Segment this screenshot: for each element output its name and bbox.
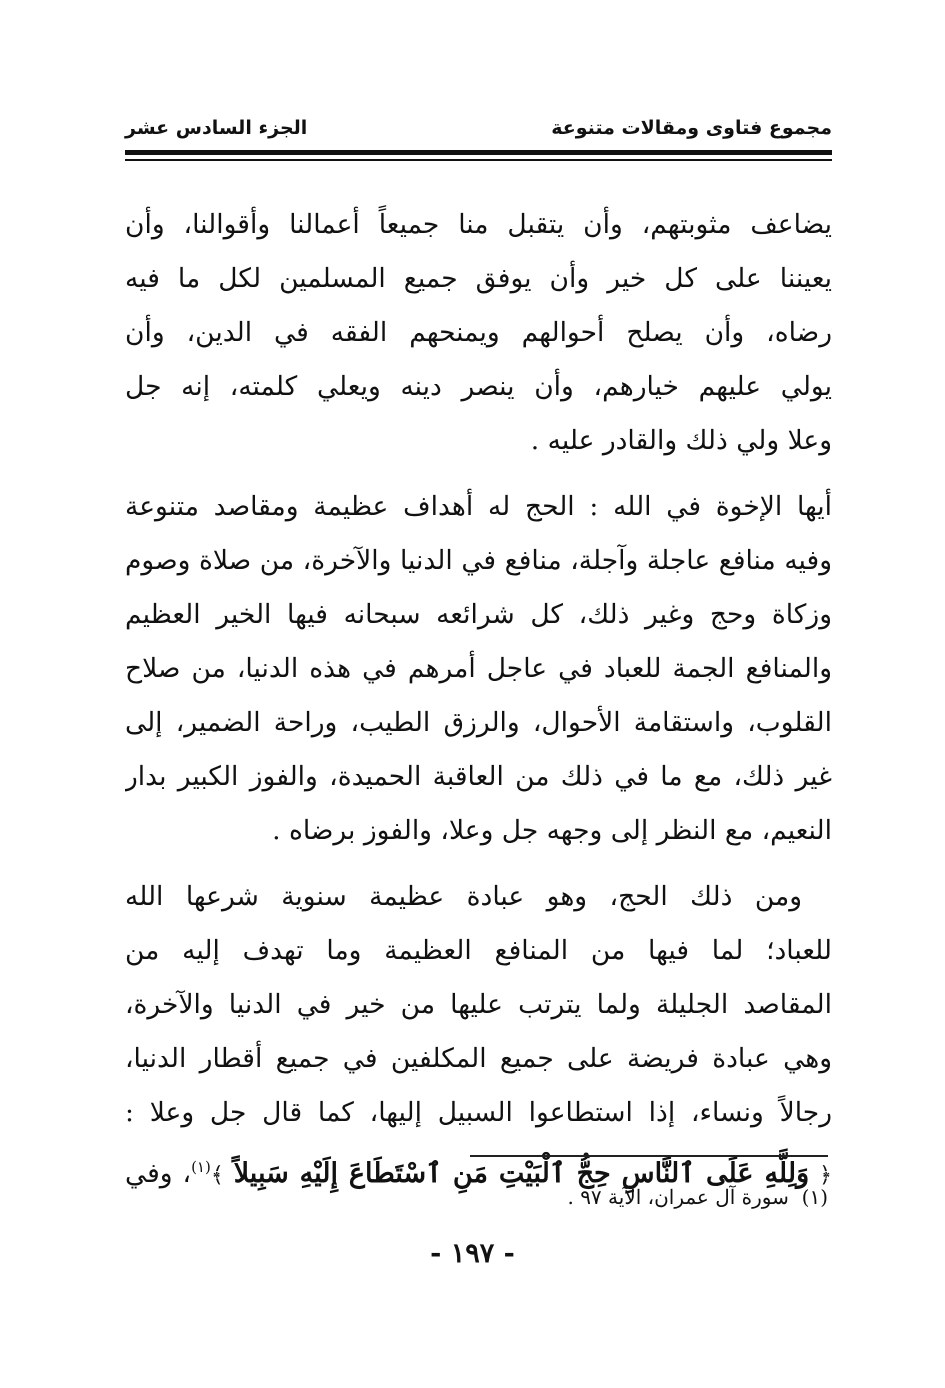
quran-verse: وَلِلَّهِ عَلَى ٱلنَّاسِ حِجُّ ٱلْبَيْتِ مَنِ ٱسْتَطَاعَ إِلَيْهِ سَبِيلاً: [233, 1157, 810, 1189]
running-header: [125, 112, 832, 144]
text-line: يضاعف مثوبتهم، وأن يتقبل منا جميعاً أعمالنا وأقوالنا، وأن: [125, 209, 832, 240]
text-line: وهي عبادة فريضة على جميع المكلفين في جميع أقطار الدنيا،: [125, 1043, 832, 1074]
header-book-title: مجموع فتاوى ومقالات متنوعة: [551, 117, 832, 139]
text-line: المقاصد الجليلة ولما يترتب عليها من خير في الدنيا والآخرة،: [125, 989, 832, 1020]
text-line: للعباد؛ لما فيها من المنافع العظيمة وما تهدف إليه من: [125, 935, 832, 966]
footnote-reference[interactable]: (١): [191, 1158, 211, 1176]
text-line: النعيم، مع النظر إلى وجهه جل وعلا، والفوز برضاه .: [272, 815, 832, 846]
body-text: [125, 198, 832, 1206]
header-rule-thin: [125, 159, 832, 161]
footnote-text: سورة آل عمران، الآية ٩٧ .: [567, 1185, 789, 1209]
paragraph-1: [125, 198, 832, 468]
quran-open-bracket: ﴿: [819, 1162, 832, 1188]
text-line: يعيننا على كل خير وأن يوفق جميع المسلمين لكل ما فيه: [125, 263, 832, 294]
paragraph-3: [125, 870, 832, 1194]
page-number: - ١٩٧ -: [430, 1238, 515, 1269]
paragraph-2: [125, 480, 832, 858]
quran-close-bracket: ﴾: [210, 1162, 224, 1188]
text-line: أيها الإخوة في الله : الحج له أهداف عظيمة ومقاصد متنوعة: [125, 491, 832, 522]
text-line: وفيه منافع عاجلة وآجلة، منافع في الدنيا والآخرة، من صلاة وصوم: [125, 545, 832, 576]
footnote-number: (١): [801, 1185, 828, 1209]
text-line: والمنافع الجمة للعباد في عاجل أمرهم في هذه الدنيا، من صلاح: [125, 653, 832, 684]
text-line: وزكاة وحج وغير ذلك، كل شرائعه سبحانه فيها الخير العظيم: [125, 599, 832, 630]
header-volume: الجزء السادس عشر: [125, 117, 308, 139]
text-line: رضاه، وأن يصلح أحوالهم ويمنحهم الفقه في الدين، وأن: [125, 317, 832, 348]
text-line: رجالاً ونساء، إذا استطاعوا السبيل إليها، كما قال جل وعلا :: [125, 1097, 832, 1128]
footnote-separator: [470, 1155, 828, 1157]
text-line: ومن ذلك الحج، وهو عبادة عظيمة سنوية شرعها الله: [125, 881, 802, 912]
header-rule-thick: [125, 150, 832, 155]
text-line: القلوب، واستقامة الأحوال، والرزق الطيب، وراحة الضمير، إلى: [125, 707, 832, 738]
footnote: [567, 1185, 828, 1209]
text-line: وعلا ولي ذلك والقادر عليه .: [530, 425, 832, 456]
verse-continuation: ، وفي: [125, 1157, 192, 1189]
text-line: يولي عليهم خيارهم، وأن ينصر دينه ويعلي كلمته، إنه جل: [125, 371, 832, 402]
text-line: غير ذلك، مع ما في ذلك من العاقبة الحميدة، والفوز الكبير بدار: [125, 761, 832, 792]
